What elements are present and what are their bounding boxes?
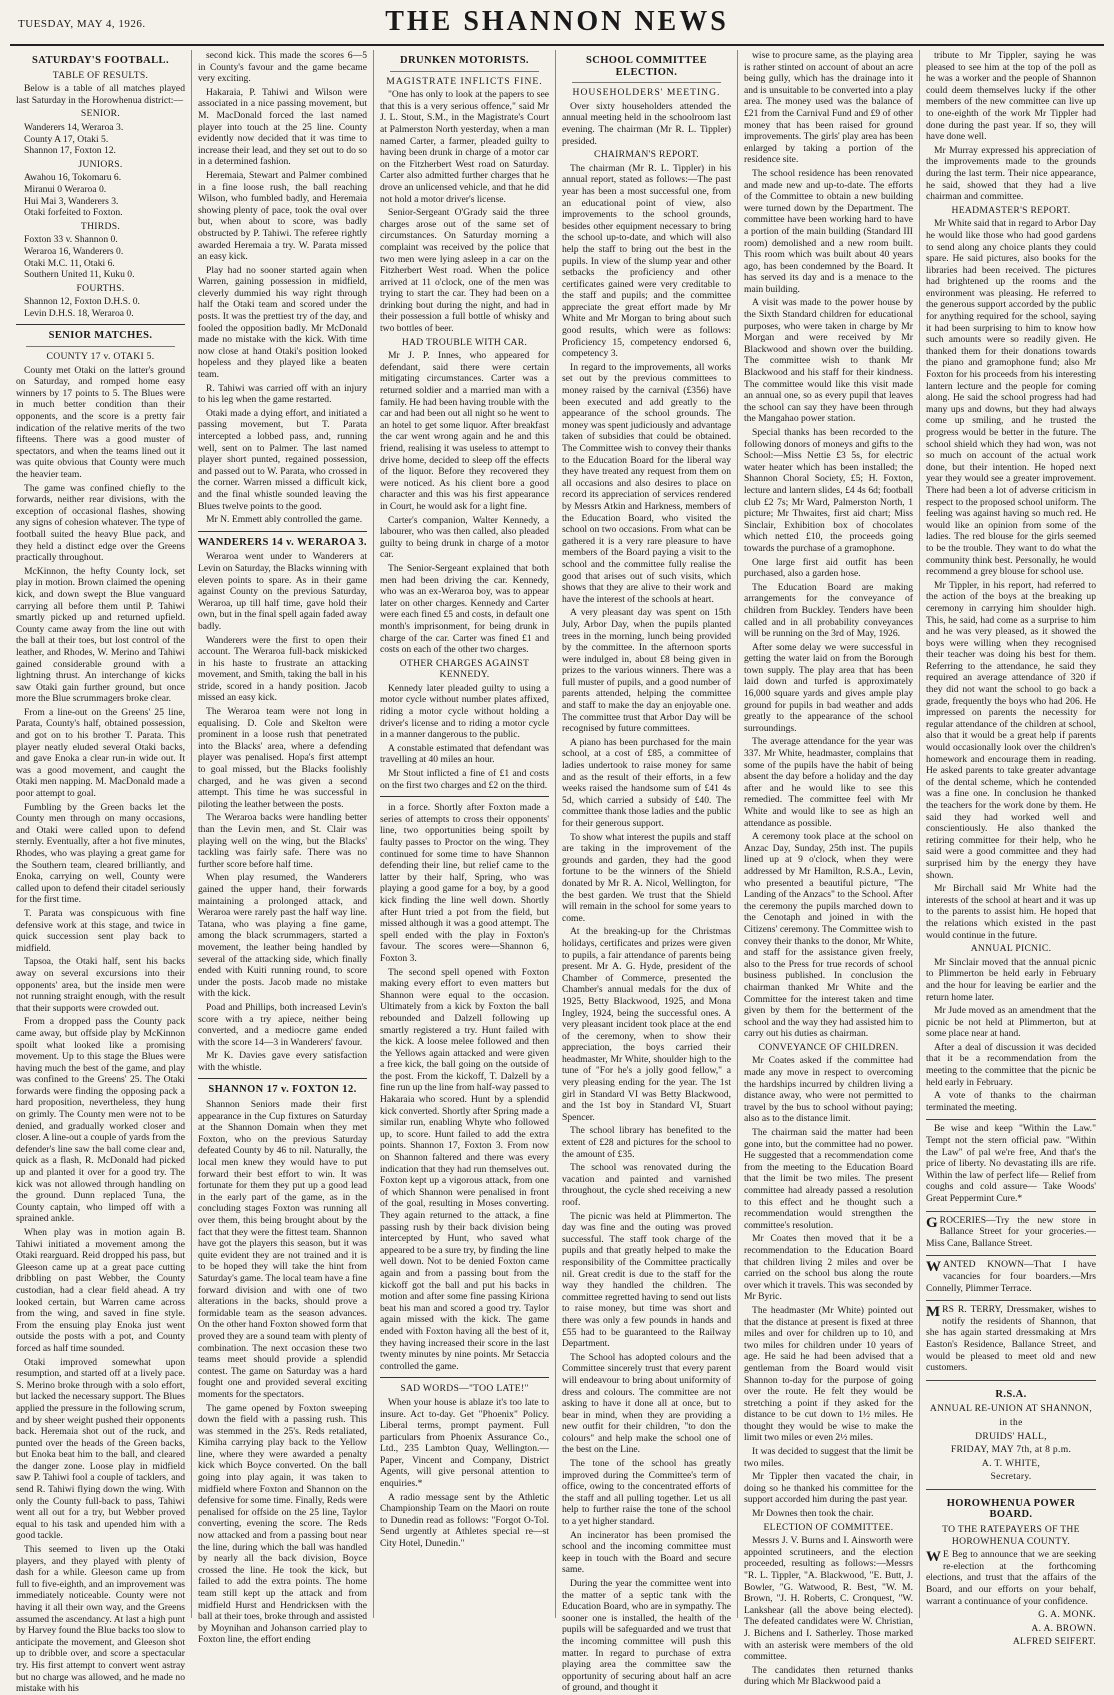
result-line: Levin D.H.S. 18, Weraroa 0.	[24, 307, 134, 319]
match-heading: SHANNON 17 v. FOXTON 12.	[208, 1084, 357, 1096]
paragraph: County met Otaki on the latter's ground on Saturday, and romped home easy winners by 17 points to 5. The Blues were in much better condition than their opponents, and the score is a pretty fair indication of the relative merits of the two fifteens. There was a good muster of spectators, and when the teams lined out it was quite obvious that County were much the heavier team.	[16, 364, 185, 480]
paragraph: When your house is ablaze it's too late to insure. Act to-day. Get "Phoenix" Policy. Liberal terms, prompt payment. Full particulars from Phoenix Assurance Co., Ltd., 235 Lambton Quay, Wellington.—Paper, Vincent and Company, District Agents, will give personal attention to enquiries.*	[380, 1396, 549, 1490]
section-heading: HAD TROUBLE WITH CAR.	[401, 336, 528, 348]
paragraph: An incinerator has been promised the school and the incoming committee must keep in touch with the Board and secure same.	[562, 1529, 731, 1576]
paragraph: "One has only to look at the papers to see that this is a very serious offence," said Mr J. L. Stout, S.M., in the Magistrate's Court at Palmerston North yesterday, when a man named Carter, a farmer, pleaded guilty to having been drunk in charge of a motor car on the Fitzherbert West road on Saturday. Carter also admitted further charges that he drove an unlicensed vehicle, and that he did not hold a motor driver's license.	[380, 89, 549, 205]
match-heading: COUNTY 17 v. OTAKI 5.	[46, 351, 155, 363]
paragraph: At the breaking-up for the Christmas holidays, certificates and prizes were given to pupils, a fair attendance of parents being present. Mr A. G. Hyde, president of the Chamber of Commerce, presented the Chamber's annual medals for the dux of 1925, Betty Blackwood, 1925, and Mona Ingley, 1924, being the successful ones. A very pleasant incident took place at the end of the ceremony, when to show their appreciation, the boys carried their headmaster, Mr White, shoulder high to the tune of "For he's a jolly good fellow," a very pleasing ending for the year. The 1st girl in Standard VI was Betty Blackwood, and the 1st boy in Standard VI, Stuart Spencer.	[562, 926, 731, 1123]
paragraph: Mr Tippler then vacated the chair, in doing so he thanked his committee for the support accorded him during the past year.	[744, 1471, 913, 1506]
paragraph: In regard to the improvements, all works set out by the previous committees to money raised by the carnival (£356) have been executed and add greatly to the appearance of the school grounds. The money was spent judiciously and advantage taken of subsidies that could be obtained. The Committee wish to convey their thanks to the Education Board for the liberal way they have treated any request from them on all occasions and also desires to place on record its appreciation of services rendered by Messrs Atkin and Harkness, members of the Education Board, who visited the school on two occasions. From what can be gathered it is a very rare pleasure to have members of the Board paying a visit to the school and the committee fully realise the good that arises out of such visits, which shows that they are alive to their work and have the interest of the schools at heart.	[562, 361, 731, 605]
section-heading: HEADMASTER'S REPORT.	[951, 204, 1071, 216]
ad-text: RS R. TERRY, Dressmaker, wishes to notify the residents of Shannon, that she has again started dressmaking at Mrs Easton's Residence, Ballance Street, and would be pleased to meet old and new customers.	[926, 1304, 1096, 1374]
paragraph: The game opened by Foxton sweeping down the field with a passing rush. This was stemmed in the 25's. Reds retaliated, Kimiha carrying play back to the Yellow line, where they were awarded a penalty kick which Boyce converted. On the ball going into play again, it was taken to midfield where Foxton and Shannon on the defensive for some time. Finally, Reds were penalised for offside on the 25 line, Taylor converting, evening the score. The Reds now attacked and from a passing bout near the line, during which the ball was handled by nearly all the back division, Boyce crossed the line. He took the kick, but failed to add the extra points. The home team still kept up the attack and from midfield Hurst and Hendricksen with the ball at their toes, broke through and assisted by Moynihan and Johanson carried play to Foxton line, the effort ending	[198, 1402, 367, 1646]
result-line: County A 17, Otaki 5.	[24, 133, 109, 145]
paragraph: The chairman said the matter had been gone into, but the committee had no power. He suggested that a recommendation come from the meeting to the Education Board that the limit be two miles. The present committee had already passed a resolution to this effect and he thought such a recommendation would strengthen the committee's resolution.	[744, 1127, 913, 1231]
grade-heading: THIRDS.	[80, 220, 121, 232]
result-line: Miranui 0 Weraroa 0.	[24, 183, 107, 195]
notice-line: ANNUAL RE-UNION AT SHANNON,	[929, 1403, 1093, 1415]
paragraph: Mr White said that in regard to Arbor Day he would like those who had good gardens to send along any choice plants they could spare. He said pictures, also books for the libraries had been received. The pictures had brightened up the rooms and the environment was pleasing. He referred to the generous support accorded by the public for anything required for the school, saying it had been surprising to him to know how such amounts were so readily given. He thanked them for their donations towards the piano and gramophone fund; also Mr Foxton for his proceeds from his interesting lantern lecture and the people for coming along. He said the school progress had had many ups and downs, but they had always come up smiling, and he trusted the progress would be better in the future. The school shield which they had won, was not so much on account of the actual work done, but their intention. He hoped next year they would see a greater improvement. There had been a lot of adverse criticism in respect to the proposed school uniform. The feeling was against having so much red. He would like an opinion from some of the ladies. The red blouse for the girls seemed to be the trouble. They want to do what the community think best. Personally, he would recommend a grey blouse for school use.	[926, 218, 1096, 578]
result-line: Shannon 12, Foxton D.H.S. 0.	[24, 296, 140, 308]
paragraph: After a deal of discussion it was decided that it be a recommendation from the meeting to the committee that the picnic be held early in February.	[926, 1041, 1096, 1088]
column-4	[556, 50, 738, 1694]
drop-cap: W	[926, 1549, 941, 1566]
paragraph: When play resumed, the Wanderers gained the upper hand, their forwards maintaining a prolonged attack, and Weraroa were rarely past the half way line. Tatana, who was playing a fine game, among the black scrummagers, started a movement, the leather being handled by several of the attacking side, which finally ended with Kuiti running round, to score under the posts. Jacob made no mistake with the kick.	[198, 872, 367, 1000]
paragraph: Mr Birchall said Mr White had the interests of the school at heart and it was up to the parents to assist him. He hoped that the relations which existed in the past would continue in the future.	[926, 883, 1096, 941]
column-6	[920, 50, 1102, 1648]
paragraph: The picnic was held at Plimmerton. The day was fine and the outing was proved successful. The staff took charge of the pupils and that greatly helped to make the responsibility of the Committee practically nil. Great credit is due to the staff for the way they handled the children. The committee regretted having to send out lists to raise money, but time was short and there was only a few pounds in hands and £55 had to be guaranteed to the Railway Department.	[562, 1210, 731, 1350]
paragraph: A visit was made to the power house by the Sixth Standard children for educational purposes, who were taken in charge by Mr Morgan and were received by Mr Blackwood and shown over the building. The committee wish to thank Mr Blackwood and his staff for their kindness. The committee would like this visit made an annual one, so as every pupil that leaves the school can say they have been through the Mangahao power station.	[744, 297, 913, 425]
paragraph: R. Tahiwi was carried off with an injury to his leg when the game restarted.	[198, 382, 367, 406]
paragraph: This seemed to liven up the Otaki players, and they played with plenty of dash for a while. Gleeson came up from full to five-eighth, and an improvement was immediately noticeable. County were not having it all their own way, and the Greens assumed the ascendancy. At last a high punt by Harvey found the Blue backs too slow to anticipate the movement, and Gleeson shot up to dribble over, and score a spectacular try. His first attempt to convert went astray but no charge was allowed, and he made no mistake with his	[16, 1544, 185, 1695]
column-5	[738, 50, 920, 1688]
newspaper-title: THE SHANNON NEWS	[385, 6, 729, 37]
paragraph: Mr Tippler, in his report, had referred to the action of the boys at the breaking up ceremony in carrying him shoulder high. This, he said, had come as a surprise to him and he was very pleased, as it showed the boys were willing when they recognised their teacher was doing his best for them. Referring to the attendance, he said they required an average attendance of 320 if they did not want the school to go back a grade, frequently the boys who had 206. He impressed on parents the necessity for regular attendance of the children at school, also that it would be a great help if parents would occasionally look over the children's homework and encourage them in reading. He asked parents to take greater advantage of the dental scheme, which he contended was a fine one. In conclusion he thanked the teachers for the work done by them. He said they had worked well and conscientiously. He also thanked the retiring committee for their help, who he said were a good committee and they had surprised him by the energy they have shown.	[926, 579, 1096, 881]
paragraph: Mr N. Emmett ably controlled the game.	[206, 514, 363, 526]
columns	[10, 50, 1104, 1695]
ad-text: Be wise and keep "Within the Law." Tempt not the stern official paw. "Within the Law" of pal we're free, And that's the price of liberty. No devastating ills are rife. Within the law of perfect life— Relief from coughs and cold assure— Take Woods' Great Peppermint Cure.*	[926, 1123, 1096, 1204]
paragraph: Shannon Seniors made their first appearance in the Cup fixtures on Saturday at the Shannon Domain when they met Foxton, who on the previous Saturday defeated County by 46 to nil. Naturally, the local men knew they would have to put forward their best effort to win. It was fortunate for them they put up a good lead in the early part of the game, as in the concluding stages Foxton was running all over them, this being brought about by the fact that they were the fittest team. Shannon have got the players this season, but it was quite evident they are not trained and it is to be hoped they will take the hint from Saturday's game. The local team have a fine forward division and with one of two alterations in the backs, should prove a formidable team as the season advances. On the other hand Foxton showed form that proved they are a sound team with plenty of combination. The next occasion these two teams meet should provide a splendid contest. The game on Saturday was a hard fought one and provided several exciting moments for the spectators.	[198, 1099, 367, 1400]
paragraph: Special thanks has been recorded to the following donors of moneys and gifts to the School:—Miss Nettie £3 5s, for electric water heater which has been installed; the Shannon Choral Society, £5; H. Foxton, lecture and lantern slides, £4 4s 6d; football club £2 7s; Mr Ward, Palmerston North, 1 picture; Mr Thwaites, first aid chart; Miss Sinclair, Exhibition box of chocolates which netted £10, the proceeds going towards the purchase of a gramophone.	[744, 427, 913, 554]
column-3	[374, 50, 556, 1618]
paragraph: The school residence has been renovated and made new and up-to-date. The efforts of the Committee to obtain a new building were turned down by the Department. The committee have been working hard to have a portion of the main building (Standard III room) demolished and a new room built. This room which was built about 40 years ago, has been condemned by the Board. It has served its day and is a menace to the main building.	[744, 167, 913, 295]
column-2	[192, 50, 374, 1646]
paragraph: Mr Downes then took the chair.	[752, 1508, 874, 1520]
result-line: Otaki M.C. 11, Otaki 6.	[24, 257, 115, 269]
paragraph: wise to procure same, as the playing area is rather stinted on account of about an acre being gully, which has the drainage into it and is unsuitable to be converted into a play area. The money used was the balance of £21 from the Carnival Fund and £9 of other money that has been raised for ground improvements. The girls' play area has been enlarged by taking a portion of the residence site.	[744, 50, 913, 166]
grade-heading: JUNIORS.	[78, 158, 123, 170]
paragraph: Mr Stout inflicted a fine of £1 and costs on the first two charges and £2 on the third.	[380, 768, 549, 791]
result-line: Weraroa 16, Wanderers 0.	[24, 245, 124, 257]
result-line: Wanderers 14, Weraroa 3.	[24, 121, 124, 133]
issue-date: TUESDAY, MAY 4, 1926.	[18, 18, 146, 30]
notice-heading: HOROWHENUA POWER BOARD.	[946, 1497, 1076, 1521]
section-heading: CONVEYANCE OF CHILDREN.	[758, 1041, 899, 1053]
paragraph: A ceremony took place at the school on Anzac Day, Sunday, 25th inst. The pupils lined up at 9 o'clock, when they were addressed by Mr Hamilton, R.S.A., Levin, who presented a beautiful picture, "The Landing of the Anzacs" to the School. After the ceremony the pupils marched down to the Cenotaph and joined in with the Citizens' ceremony. The Committee wish to convey their thanks to the donor, Mr White, and staff for the assistance given freely, also to the Press for true records of school business published. In conclusion the chairman thanked Mr White and the Committee for the interest taken and time given by them for the betterment of the school and the way they had assisted him to carry out his duties as chairman.	[744, 831, 913, 1040]
paragraph: A constable estimated that defendant was travelling at 40 miles an hour.	[380, 742, 549, 766]
notice-line: Secretary.	[990, 1471, 1032, 1483]
paragraph: Senior-Sergeant O'Grady said the three charges arose out of the same set of circumstances. On Saturday morning a complaint was received by the police that two men were lying asleep in a car on the Fitzherbert West road. When the police arrived at 11 o'clock, one of the men was trying to start the car. They had been on a drinking bout during the night, and had in their possession a full bottle of whisky and two bottles of beer.	[380, 207, 549, 335]
paragraph: During the year the committee went into the matter of a septic tank with the Education Board, who are in sympathy. The sooner one is installed, the health of the pupils will be safeguarded and we trust that the incoming committee will push this matter. In regard to purchase of extra playing area the committee saw the opportunity of securing about half an acre of ground, and thought it	[562, 1578, 731, 1694]
paragraph: Below is a table of all matches played last Saturday in the Horowhenua district:—	[16, 83, 185, 106]
paragraph: Otaki improved somewhat upon resumption, and started off at a lively pace. S. Merino broke through with a solo effort, but lacked the necessary support. The Blues applied the pressure in the following scrum, and by sheer weight pushed their opponents back. Heremaia shot out of the ruck, and punted over the heads of the Green backs, but Enoka beat him to the ball, and cleared the danger zone. Loose play in midfield saw P. Tahiwi fool a couple of tacklers, and send R. Tahiwi flying down the wing. With only the County full-back to pass, Tahiwi went all out for a try, but Webber proved equal to his task and upended him with a good tackle.	[16, 1356, 185, 1542]
paragraph: in a force. Shortly after Foxton made a series of attempts to cross their opponents' line, two opportunities being spoilt by faulty passes to Proctor on the wing. They continued for some time to have Shannon defending their line, but relief came to the latter by their half, Spring, who was playing a good game for a boy, by a good kick finding the line well down. Shortly after Hunt tried a pot from the field, but missed although it was a good attempt. The spell ended with the play in Foxton's favour. The scores were—Shannon 6, Foxton 3.	[380, 802, 549, 964]
ad-text: ROCERIES—Try the new store in Ballance Street for your groceries.—Miss Cane, Ballance Street.	[926, 1214, 1096, 1249]
section-heading: SAD WORDS—"TOO LATE!"	[400, 1383, 529, 1395]
paragraph: The Senior-Sergeant explained that both men had been driving the car. Kennedy, who was an ex-Weraroa boy, was to appear later on other charges. Kennedy and Carter were each fined £5 and costs, in default one month's imprisonment, for being drunk in charge of the car. Carter was fined £1 and costs on each of the other two charges.	[380, 562, 549, 656]
notice-line: in the	[999, 1416, 1023, 1428]
result-line: Otaki forfeited to Foxton.	[24, 207, 123, 219]
divider	[16, 324, 185, 325]
paragraph: From a line-out on the Greens' 25 line, Parata, County's half, obtained possession, and got on to his brother T. Parata. This player neatly eluded several Otaki backs, and gave Enoka a clear run-in wide out. It was a good movement, and caught the Otaki men napping. M. MacDonald made a poor attempt to goal.	[16, 706, 185, 800]
divider	[572, 82, 721, 83]
section-heading: ANNUAL PICNIC.	[970, 943, 1052, 955]
article-subheading: HOUSEHOLDERS' MEETING.	[572, 87, 721, 99]
paragraph: tribute to Mr Tippler, saying he was pleased to see him at the top of the poll as he was a worker and the people of Shannon could deem themselves lucky if the other members of the new committee can live up to one-eighth of the work Mr Tippler had done during the past year. If so, they will have done well.	[926, 50, 1096, 143]
divider	[380, 1377, 549, 1378]
paragraph: Mr Coates asked if the committee had made any move in respect to overcoming the hardships incurred by children living a distance away, who were not permitted to travel by the bus to school without paying; also as to the distance limit.	[744, 1055, 913, 1125]
paragraph: To show what interest the pupils and staff are taking in the improvement of the grounds and garden, they had the good fortune to be the winners of the Shield donated by Mr R. A. Nicol, Wellington, for the best garden. We trust that the Shield will remain in the school for some years to come.	[562, 831, 731, 924]
paragraph: A vote of thanks to the chairman terminated the meeting.	[926, 1090, 1096, 1113]
paragraph: The headmaster (Mr White) pointed out that the distance at present is fixed at three miles and over for children up to 10, and two miles for children under 10 years of age. He said he had been advised that a gentleman from the Board would visit Shannon to-day for the purpose of going over the route. He felt they would be stretching a point if they asked for the distance to be cut down to 1½ miles. He thought they would be wise to make the limit two miles or even 2½ miles.	[744, 1304, 913, 1444]
paragraph: T. Parata was conspicuous with fine defensive work at this stage, and twice in quick succession sent play back to midfield.	[16, 907, 185, 954]
paragraph: The chairman (Mr R. L. Tippler) in his annual report, stated as follows:—The past year has been a most successful one, from an educational point of view, also improvements to the school grounds, besides other equipment necessary to bring the school up-to-date, and which will also help the staff to bring out the best in the pupils. In view of the slump year and other setbacks the proficiency and other certificates gained were very creditable to the staff and pupils; and the committee appreciate the great effort made by Mr White and Mr Morgan to bring about such good results, which were as follows: Proficiency 15, competency endorsed 6, competency 3.	[562, 162, 731, 360]
paragraph: One large first aid outfit has been purchased, also a garden hose.	[744, 556, 913, 580]
signatory: ALFRED SEIFERT.	[1012, 1636, 1096, 1648]
grade-heading: FOURTHS.	[76, 282, 125, 294]
advertisement-groceries	[926, 1211, 1096, 1250]
notice-line: DRUIDS' HALL,	[975, 1430, 1047, 1442]
signatory: A. A. BROWN.	[1031, 1622, 1096, 1634]
article-subheading: MAGISTRATE INFLICTS FINE.	[386, 75, 543, 87]
article-heading: SATURDAY'S FOOTBALL.	[32, 55, 169, 66]
paragraph: A piano has been purchased for the main school, at a cost of £85, a committee of ladies undertook to raise money for same and as the result of their efforts, in a few weeks raised the handsome sum of £41 4s 5d, which carried a subsidy of £40. The committee thank those ladies and the public for their generous support.	[562, 736, 731, 829]
section-heading: CHAIRMAN'S REPORT.	[594, 149, 699, 161]
paragraph: Otaki made a dying effort, and initiated a passing movement, but T. Parata intercepted a lobbed pass, and, running well, sent on to Palmer. The last named player short punted, regained possession, and passed out to W. Parata, who crossed in the corner. Warren missed a difficult kick, and the final whistle sounded leaving the Blues twelve points to the good.	[198, 407, 367, 512]
paragraph: Over sixty householders attended the annual meeting held in the schoolroom last evening. The chairman (Mr R. L. Tippler) presided.	[562, 100, 731, 147]
paragraph: second kick. This made the scores 6—5 in County's favour and the game became very exciting.	[198, 50, 367, 85]
paragraph: Mr K. Davies gave every satisfaction with the whistle.	[198, 1050, 367, 1073]
advertisement-wanted	[926, 1255, 1096, 1294]
paragraph: The candidates then returned thanks during which Mr Blackwood paid a	[744, 1664, 913, 1688]
masthead	[10, 6, 1104, 46]
result-line: Hui Mai 3, Wanderers 3.	[24, 195, 119, 207]
notice-line: TO THE RATEPAYERS OF THE HOROWHENUA COUNTY.	[942, 1524, 1080, 1547]
article-heading: SENIOR MATCHES.	[48, 330, 153, 342]
article-subheading: TABLE OF RESULTS.	[52, 69, 149, 81]
drop-cap: W	[926, 1259, 941, 1276]
paragraph: Mr Sinclair moved that the annual picnic to Plimmerton be held early in February and the hour for leaving be earlier and the return home later.	[926, 956, 1096, 1003]
paragraph: Wanderers were the first to open their account. The Weraroa full-back miskicked in his haste to frustrate an attacking movement, and Smith, taking the ball in his stride, scored in a handy position. Jacob missed an easy kick.	[198, 634, 367, 704]
paragraph: The second spell opened with Foxton making every effort to even matters but Shannon were equal to the occasion. Ultimately from a kick by Foxton the ball rebounded and Dalzell following up smartly registered a try. Hunt failed with the kick. A loose melee followed and then the Yellows again attacked and were given a free kick, the ball going on the outside of the post. From the kickoff, T. Dalzell by a fine run up the line from half-way passed to Hakaraia who scored. Hunt by a splendid kick converted. Shortly after Spring made a similar run, enabling Whyte who followed up, to score. Hunt failed to add the extra points. Shannon 17, Foxton 3. From now on Shannon faltered and there was every indication that they had run themselves out. Foxton kept up a vigorous attack, from one of which Shannon were penalised in front of the goal, resulting in Moses converting. They again returned to the attack, a fine passing rush by their back division being intercepted by Hunt, who saved what appeared to be a sure try, by finding the line well down. Not to be denied Foxton came again and from a passing bout from the kickoff got the ball and put his backs in motion and after some fine passing Kiriona beat his man and scored a good try. Taylor again missed with the kick. The game ended with Foxton having all the best of it, they having increased their score in the last twenty minutes by nine points. Mr Setaccia controlled the game.	[380, 966, 549, 1372]
paragraph: Messrs J. V. Burns and I. Ainsworth were appointed scrutineers, and the election proceeded, resulting as follows:—Messrs "R. L. Tippler, "A. Blackwood, "E. Butt, J. Bowler, "G. Watwood, R. Best, "W. M. Brown, "J. H. Roberts, C. Cronquest, "W. Lankshear (all the above being elected). The defeated candidates were W. Christian, J. Bichens and I. Satherley. Those marked with an asterisk were members of the old committee.	[744, 1535, 913, 1663]
paragraph: Weraroa went under to Wanderers at Levin on Saturday, the Blacks winning with eleven points to spare. As in their game against County on the previous Saturday, Weraroa, up till half time, gave hold their own, but in the final spell again faded away badly.	[198, 551, 367, 632]
paragraph: The Weraroa team were not long in equalising. D. Cole and Skelton were prominent in a loose rush that penetrated into the Blacks' area, where a defending player was penalised. Hopa's first attempt to goal missed, but the Blacks foolishly charged, and he was given a second attempt. This time he was successful in piloting the leather between the posts.	[198, 706, 367, 810]
paragraph: From a dropped pass the County pack came away, but offside play by McKinnon spoilt what looked like a promising movement. Up to this stage the Blues were having much the best of the game, and play was confined to the Greens' 25. The Otaki forwards were finding the opposing pack a hard proposition, nevertheless, they hung on grimly. The County men were not to be denied, and gradually worked closer and closer. A line-out a couple of yards from the defender's line saw the ball come clear and, quick as a flash, R. McDonald had picked up and planted it over for a good try. The kick was not allowed through handling on the ground. Dunn replaced Tuna, the County captain, who limped off with a sprained ankle.	[16, 1016, 185, 1225]
advertisement-woods-cure	[926, 1119, 1096, 1204]
paragraph: A radio message sent by the Athletic Championship Team on the Maori on route to Dunedin read as follows: "Forgot O-Tol. Send urgently at Athletes special re—st City Hotel, Dunedin."	[380, 1491, 549, 1550]
signatory: G. A. MONK.	[1038, 1609, 1096, 1621]
article-heading: DRUNKEN MOTORISTS.	[400, 55, 529, 66]
notice-power-board	[926, 1489, 1096, 1648]
match-heading: WANDERERS 14 v. WERAROA 3.	[198, 536, 367, 548]
paragraph: A very pleasant day was spent on 15th July, Arbor Day, when the pupils planted trees in the morning, lunch being provided by the committee. In the afternoon sports were indulged in, about £8 being given in prizes to the various winners. There was a full muster of pupils, and a good number of parents attended, helping the committee and staff to make the day an enjoyable one. The committee trust that Arbor Day will be recognised by future committees.	[562, 607, 731, 735]
paragraph: The tone of the school has greatly improved during the Committee's term of office, owing to the concentrated efforts of the staff and all pulling together. Let us all help to further raise the tone of the school to a yet higher standard.	[562, 1458, 731, 1528]
paragraph: McKinnon, the hefty County lock, set play in motion. Brown claimed the opening kick, and down swept the Blue vanguard carrying all before them until P. Tahiwi smartly picked up and returned upfield. County came away from the line out with the ball at their toes, but lost control of the leather, and Rhodes, W. Merino and Tahiwi gained considerable ground with a lightning thrust. An interchange of kicks saw Otaki gain further ground, but once more the Blue scrummagers broke clear.	[16, 565, 185, 705]
result-line: Awahou 16, Tokomaru 6.	[24, 172, 122, 184]
article-heading: SCHOOL COMMITTEE ELECTION.	[585, 55, 708, 78]
result-line: Shannon 17, Foxton 12.	[24, 145, 116, 157]
divider	[390, 71, 539, 72]
paragraph: Mr Jude moved as an amendment that the picnic be not held at Plimmerton, but at some place near at hand.	[926, 1005, 1096, 1040]
paragraph: The Education Board are making arrangements for the conveyance of children from Buckley. Tenders have been called and in all probability conveyances will be running on the 3rd of May, 1926.	[744, 581, 913, 640]
paragraph: After some delay we were successful in getting the water laid on from the Borough town supply. The play area that has been laid down and turfed is approximately 16,000 square yards and gives ample play ground for pupils in bad weather and adds greatly to the appearance of the school surroundings.	[744, 641, 913, 734]
paragraph: Fumbling by the Green backs let the County men through on many occasions, and Otaki were called upon to defend sternly. Eventually, after a hot five minutes, Rhodes, who was playing a great game for the Southern team, cleared brilliantly, and Enoka, carrying on well, County were called upon to defend their citadel seriously for the first time.	[16, 801, 185, 906]
grade-heading: SENIOR.	[80, 108, 121, 120]
paragraph: Mr J. P. Innes, who appeared for defendant, said there were certain mitigating circumstances. Carter was a returned soldier and a married man with a family. He had been having trouble with the car and had been out all night so he went to an hotel to get some liquor. After breakfast the car went wrong again and he and this friend, realising it was useless to attempt to drive home, decided to sleep off the effects of the liquor. Before they recovered they were noticed. As his client bore a good character and this was his first appearance in Court, he would ask for a light fine.	[380, 350, 549, 512]
notice-text: E Beg to announce that we are seeking re-election at the forthcoming elections, and trust that the affairs of the Board, and our efforts on your behalf, warrant a continuance of your confidence.	[926, 1549, 1096, 1607]
paragraph: The school was renovated during the vacation and painted and varnished throughout, the cycle shed receiving a new roof.	[562, 1162, 731, 1208]
paragraph: The average attendance for the year was 337. Mr White, headmaster, complains that some of the pupils have the habit of being absent the day before a holiday and the day after and he would like to see this remedied. The committee feel with Mr White and would like to see as high an attendance as possible.	[744, 736, 913, 829]
paragraph: Kennedy later pleaded guilty to using a motor cycle without number plates affixed, riding a motor cycle without holding a driver's license and to riding a motor cycle in a manner dangerous to the public.	[380, 682, 549, 741]
advertisement-dressmaker	[926, 1300, 1096, 1374]
paragraph: Tapsoa, the Otaki half, sent his backs away on several excursions into their opponents' area, but the inside men were not running straight enough, with the result that their supports were crowded out.	[16, 956, 185, 1014]
drop-cap: G	[926, 1214, 938, 1231]
notice-line: FRIDAY, MAY 7th, at 8 p.m.	[950, 1444, 1072, 1456]
paragraph: The game was confined chiefly to the forwards, neither rear divisions, with the exception of occasional flashes, showing any signs of cohesion whatever. The type of football suited the heavy Blue pack, and they held a distinct edge over the Greens practically throughout.	[16, 482, 185, 564]
notice-line: A. T. WHITE,	[981, 1457, 1041, 1469]
paragraph: Play had no sooner started again when Warren, gaining possession in midfield, cleverly dummied his way right through half the Otaki team and scored under the posts. It was the prettiest try of the day, and fooled the opposition badly. Mr McDonald made no mistake with the kick. With time now close at hand Otaki's position looked hopeless and they played like a beaten team.	[198, 264, 367, 381]
result-line: Southern United 11, Kuku 0.	[24, 269, 135, 281]
column-1	[10, 50, 192, 1695]
result-line: Foxton 33 v. Shannon 0.	[24, 234, 118, 246]
paragraph: Mr Coates then moved that it be a recommendation to the Education Board that children living 2 miles and over be carried on the school bus along the route over which it travels. This was seconded by Mr Byric.	[744, 1233, 913, 1303]
divider	[380, 796, 549, 797]
section-heading: ELECTION OF COMMITTEE.	[763, 1521, 894, 1533]
notice-rsa	[926, 1380, 1096, 1483]
divider	[198, 1078, 367, 1079]
notice-heading: R.S.A.	[995, 1388, 1027, 1400]
paragraph: Carter's companion, Walter Kennedy, a labourer, who was then called, also pleaded guilty to being drunk in charge of a motor car.	[380, 514, 549, 561]
paragraph: Mr Murray expressed his appreciation of the improvements made to the grounds during the last term. Their nice appearance, he said, showed that they had a live chairman and committee.	[926, 144, 1096, 203]
paragraph: The school library has benefited to the extent of £28 and pictures for the school to the amount of £35.	[562, 1125, 731, 1160]
paragraph: The Weraroa backs were handling better than the Levin men, and St. Clair was playing well on the wing, but the Blacks' tackling was fairly safe. There was no further score before half time.	[198, 812, 367, 870]
paragraph: The School has adopted colours and the Committee sincerely trust that every parent will endeavour to bring about uniformity of dress and colours. The committee are not asking to have it done all at once, but to bear in mind, when they are providing a new outfit for their children, "to don the colours" and help make the school one of the best on the Line.	[562, 1351, 731, 1456]
ad-text: ANTED KNOWN—That I have vacancies for four boarders.—Mrs Connelly, Plimmer Terrace.	[926, 1259, 1096, 1294]
divider	[198, 531, 367, 532]
paragraph: Hakaraia, P. Tahiwi and Wilson were associated in a nice passing movement, but M. MacDonald forced the last named player into touch at the 25 line. County evidently now decided that it was time to increase their lead, and they set out to do so in a determined fashion.	[198, 86, 367, 168]
paragraph: Heremaia, Stewart and Palmer combined in a fine loose rush, the ball reaching Wilson, who fumbled badly, and Heremaia showing plenty of pace, took the oval over but, when about to score, was badly obstructed by P. Tahiwi. The referee rightly awarded Heremaia a try. W. Parata missed an easy kick.	[198, 169, 367, 263]
paragraph: Poad and Phillips, both increased Levin's score with a try apiece, neither being converted, and a mediocre game ended with the score 14—3 in Wanderers' favour.	[198, 1001, 367, 1048]
drop-cap: M	[926, 1304, 941, 1321]
section-heading: OTHER CHARGES AGAINST KENNEDY.	[399, 657, 530, 681]
divider	[26, 346, 175, 347]
paragraph: It was decided to suggest that the limit be two miles.	[744, 1446, 913, 1469]
paragraph: When play was in motion again B. Tahiwi initiated a movement among the Otaki rearguard. Reid dropped his pass, but Gleeson came up at a great pace cutting dribbling on past Webber, the County custodian, had a clear field ahead. A try looked certain, but Warren came across from the wing, and saved in fine style. From the ensuing play Enoka just went outside the posts with a pot, and County forced as half time sounded.	[16, 1227, 185, 1354]
